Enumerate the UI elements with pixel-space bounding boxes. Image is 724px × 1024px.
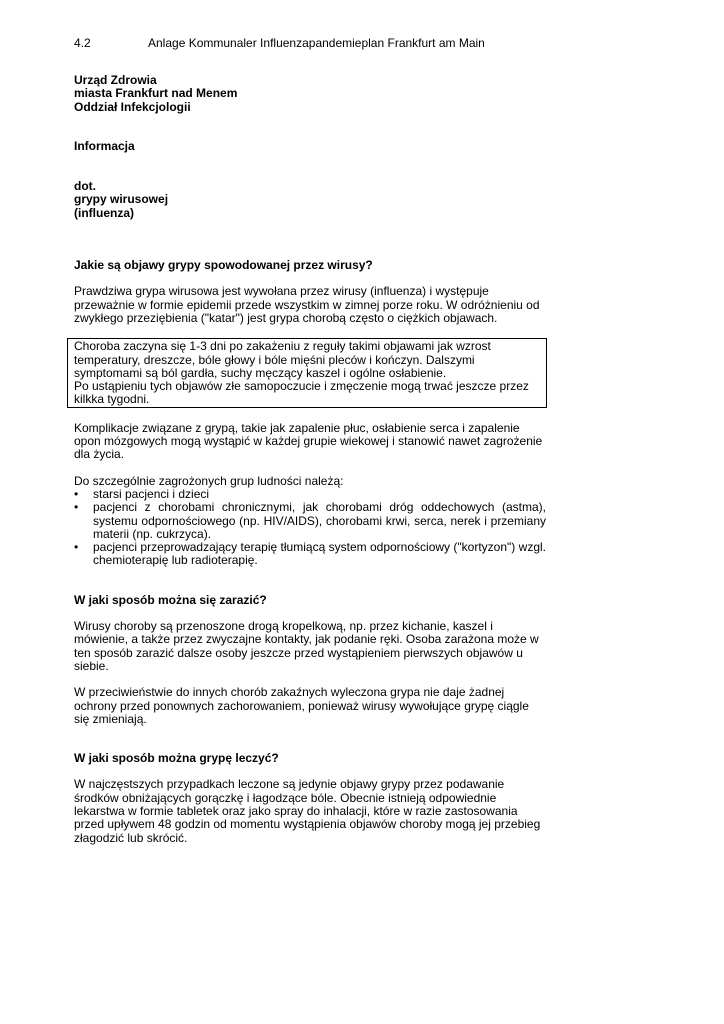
subject-line: dot. [74,179,96,194]
office-line: Urząd Zdrowia [74,73,157,87]
risk-intro: Do szczególnie zagrożonych grup ludności należą: [74,473,344,488]
subject-line: (influenza) [74,205,134,220]
header-title: Anlage Kommunaler Influenzapandemieplan Frankfurt am Main [148,36,485,50]
subject-block [74,180,546,220]
page-header [74,37,674,50]
paragraph: Prawdziwa grypa wirusowa jest wywołana przez wirusy (influenza) i występuje przeważnie w formie epidemii przede wszystkim w zimnej porze roku. W odróżnieniu od zwykłego przeziębienia ("katar") jest grypa chorobą często o ciężkich objawach. [74,284,540,325]
section-heading: W jaki sposób można grypę leczyć? [74,751,279,766]
paragraph: Wirusy choroby są przenoszone drogą kropelkową, np. przez kichanie, kaszel i mówienie, a także przez zwyczajne kontakty, jak podanie ręki. Osoba zarażona może w ten sposób zarazić dalsze osoby jeszcze przed wystąpieniem pierwszych objawów u siebie. [74,619,539,673]
office-line: Oddział Infekcjologii [74,99,191,114]
section-number: 4.2 [74,36,91,50]
paragraph: Po ustąpieniu tych objawów złe samopoczucie i zmęczenie mogą trwać jeszcze przez kilkka tygodni. [74,379,529,407]
list-item-text: starsi pacjenci i dzieci [93,486,210,501]
paragraph: Komplikacje związane z grypą, takie jak zapalenie płuc, osłabienie serca i zapalenie opon mózgowych mogą wystąpić w każdej grupie wiekowej i stanowić nawet zagrożenie dla życia. [74,420,543,462]
subject-line: grypy wirusowej [74,192,169,207]
bullet-icon: • [74,540,79,555]
paragraph: W najczęstszych przypadkach leczone są jedynie objawy grypy przez podawanie środków obniżających gorączkę i łagodzące bóle. Obecnie istnieją odpowiednie lekarstwa w formie tabletek oraz jako spray do inhalacji, które w razie zastosowania przed upływem 48 godzin od momentu wystąpienia objawów choroby mogą jej przebieg złagodzić lub skrócić. [74,777,541,845]
document-body [74,74,546,845]
paragraph: Choroba zaczyna się 1-3 dni po zakażeniu z reguły takimi objawami jak wzrost temperatury, dreszcze, bóle głowy i bóle mięśni pleców i kończyn. Dalszymi symptomami są ból gardła, suchy męczący kaszel i ogólne osłabienie. [74,339,491,380]
bullet-icon: • [74,500,79,515]
office-line: miasta Frankfurt nad Menem [74,86,238,101]
list-item [74,541,546,568]
office-block [74,74,546,114]
list-item [74,488,546,501]
risk-group-list [74,488,546,568]
paragraph: W przeciwieństwie do innych chorób zakaźnych wyleczona grypa nie daje żadnej ochrony przed ponownych zachorowaniem, ponieważ wirusy wywołujące grypę ciągle się zmieniają. [74,685,529,726]
bullet-icon: • [74,486,79,501]
doc-type: Informacja [74,138,135,153]
list-item-text: pacjenci przeprowadzający terapię tłumiącą system odpornościowy ("kortyzon") wzgl. chemioterapię lub radioterapię. [93,540,546,568]
section-heading: W jaki sposób można się zarazić? [74,592,267,607]
symptoms-box [67,338,547,407]
list-item-text: pacjenci z chorobami chronicznymi, jak chorobami dróg oddechowych (astma), systemu odpornościowego (np. HIV/AIDS), chorobami krwi, serca, nerek i przemiany materii (np. cukrzyca). [93,500,546,541]
list-item [74,501,546,541]
section-heading: Jakie są objawy grypy spowodowanej przez wirusy? [74,258,373,273]
